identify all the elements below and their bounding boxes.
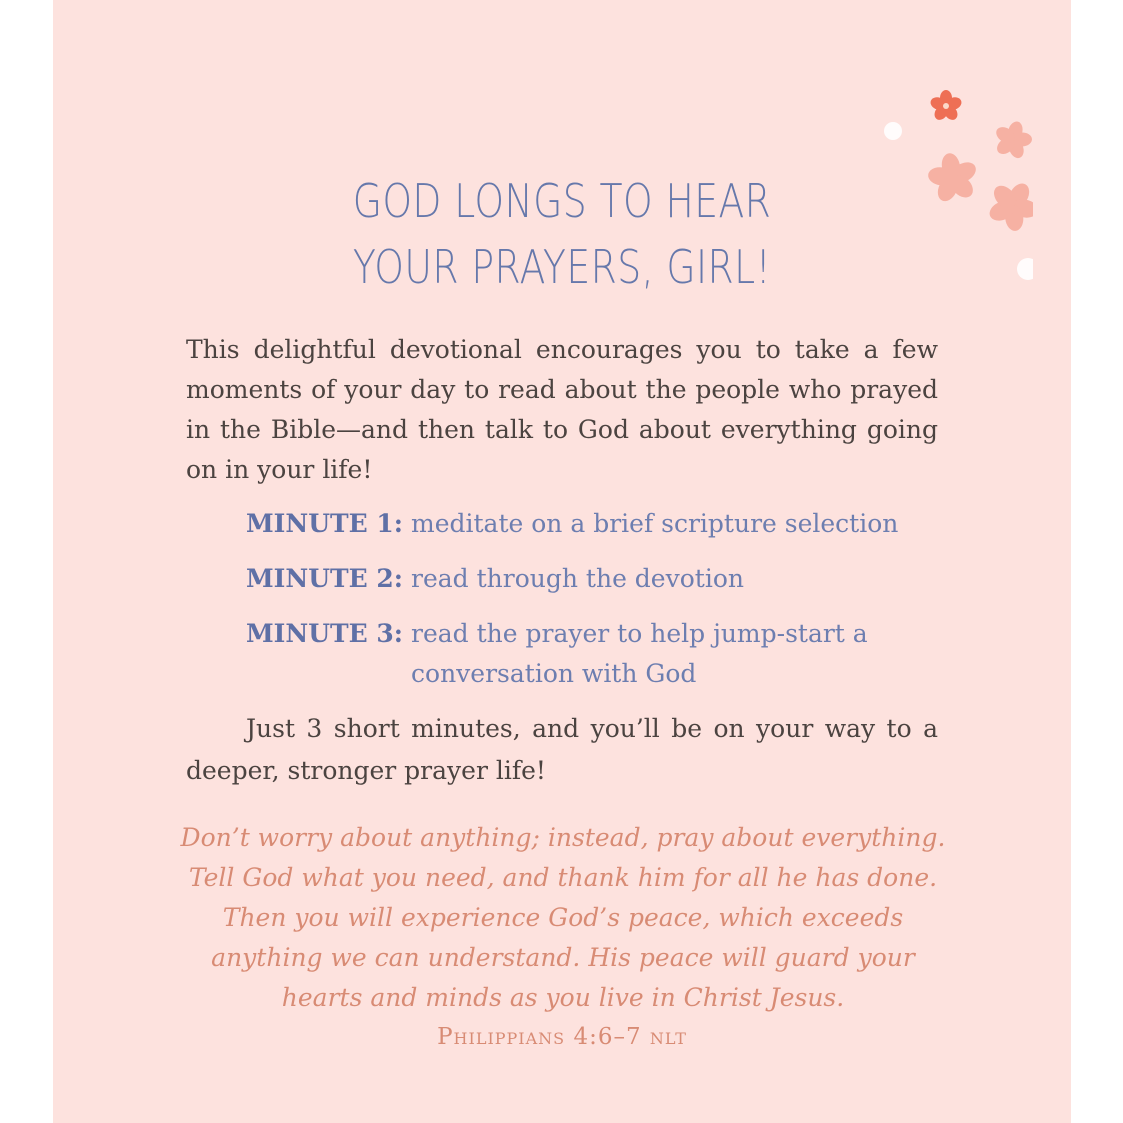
page-title: [145, 168, 980, 300]
dot-icon: [884, 122, 902, 140]
minute-item: [246, 559, 946, 599]
dot-icon: [1017, 258, 1033, 280]
minute-item: [246, 614, 946, 694]
minute-description: read the prayer to help jump-start a conversation with God: [411, 619, 868, 688]
title-line-1: GOD LONGS TO HEAR: [352, 174, 772, 228]
flower-icon: [977, 171, 1033, 241]
minute-description: meditate on a brief scripture selection: [411, 509, 899, 538]
intro-paragraph: This delightful devotional encourages you to take a few moments of your day to read about the people who prayed in the Bible—and then talk to God about everything going on in your life!: [186, 335, 938, 484]
flower-icon: [988, 116, 1033, 164]
scripture-quote: Don’t worry about anything; instead, pray about everything. Tell God what you need, and thank him for all he has done. Then you will experience God’s peace, which exceeds anything we can understand. His peace will guard your hearts and minds as you live in Christ Jesus.: [180, 823, 946, 1012]
minute-label: MINUTE 1:: [246, 509, 404, 538]
title-line-2: YOUR PRAYERS, GIRL!: [352, 240, 772, 294]
book-page: [53, 0, 1071, 1123]
minute-description: read through the devotion: [411, 564, 744, 593]
minute-label: MINUTE 3:: [246, 619, 404, 648]
minute-item: [246, 504, 946, 544]
flower-icon: [929, 90, 963, 122]
minute-label: MINUTE 2:: [246, 564, 404, 593]
scripture-reference: Philippians 4:6–7 nlt: [437, 1024, 687, 1050]
closing-paragraph: Just 3 short minutes, and you’ll be on your way to a deeper, stronger prayer life!: [186, 714, 938, 785]
minutes-list: [246, 504, 946, 709]
